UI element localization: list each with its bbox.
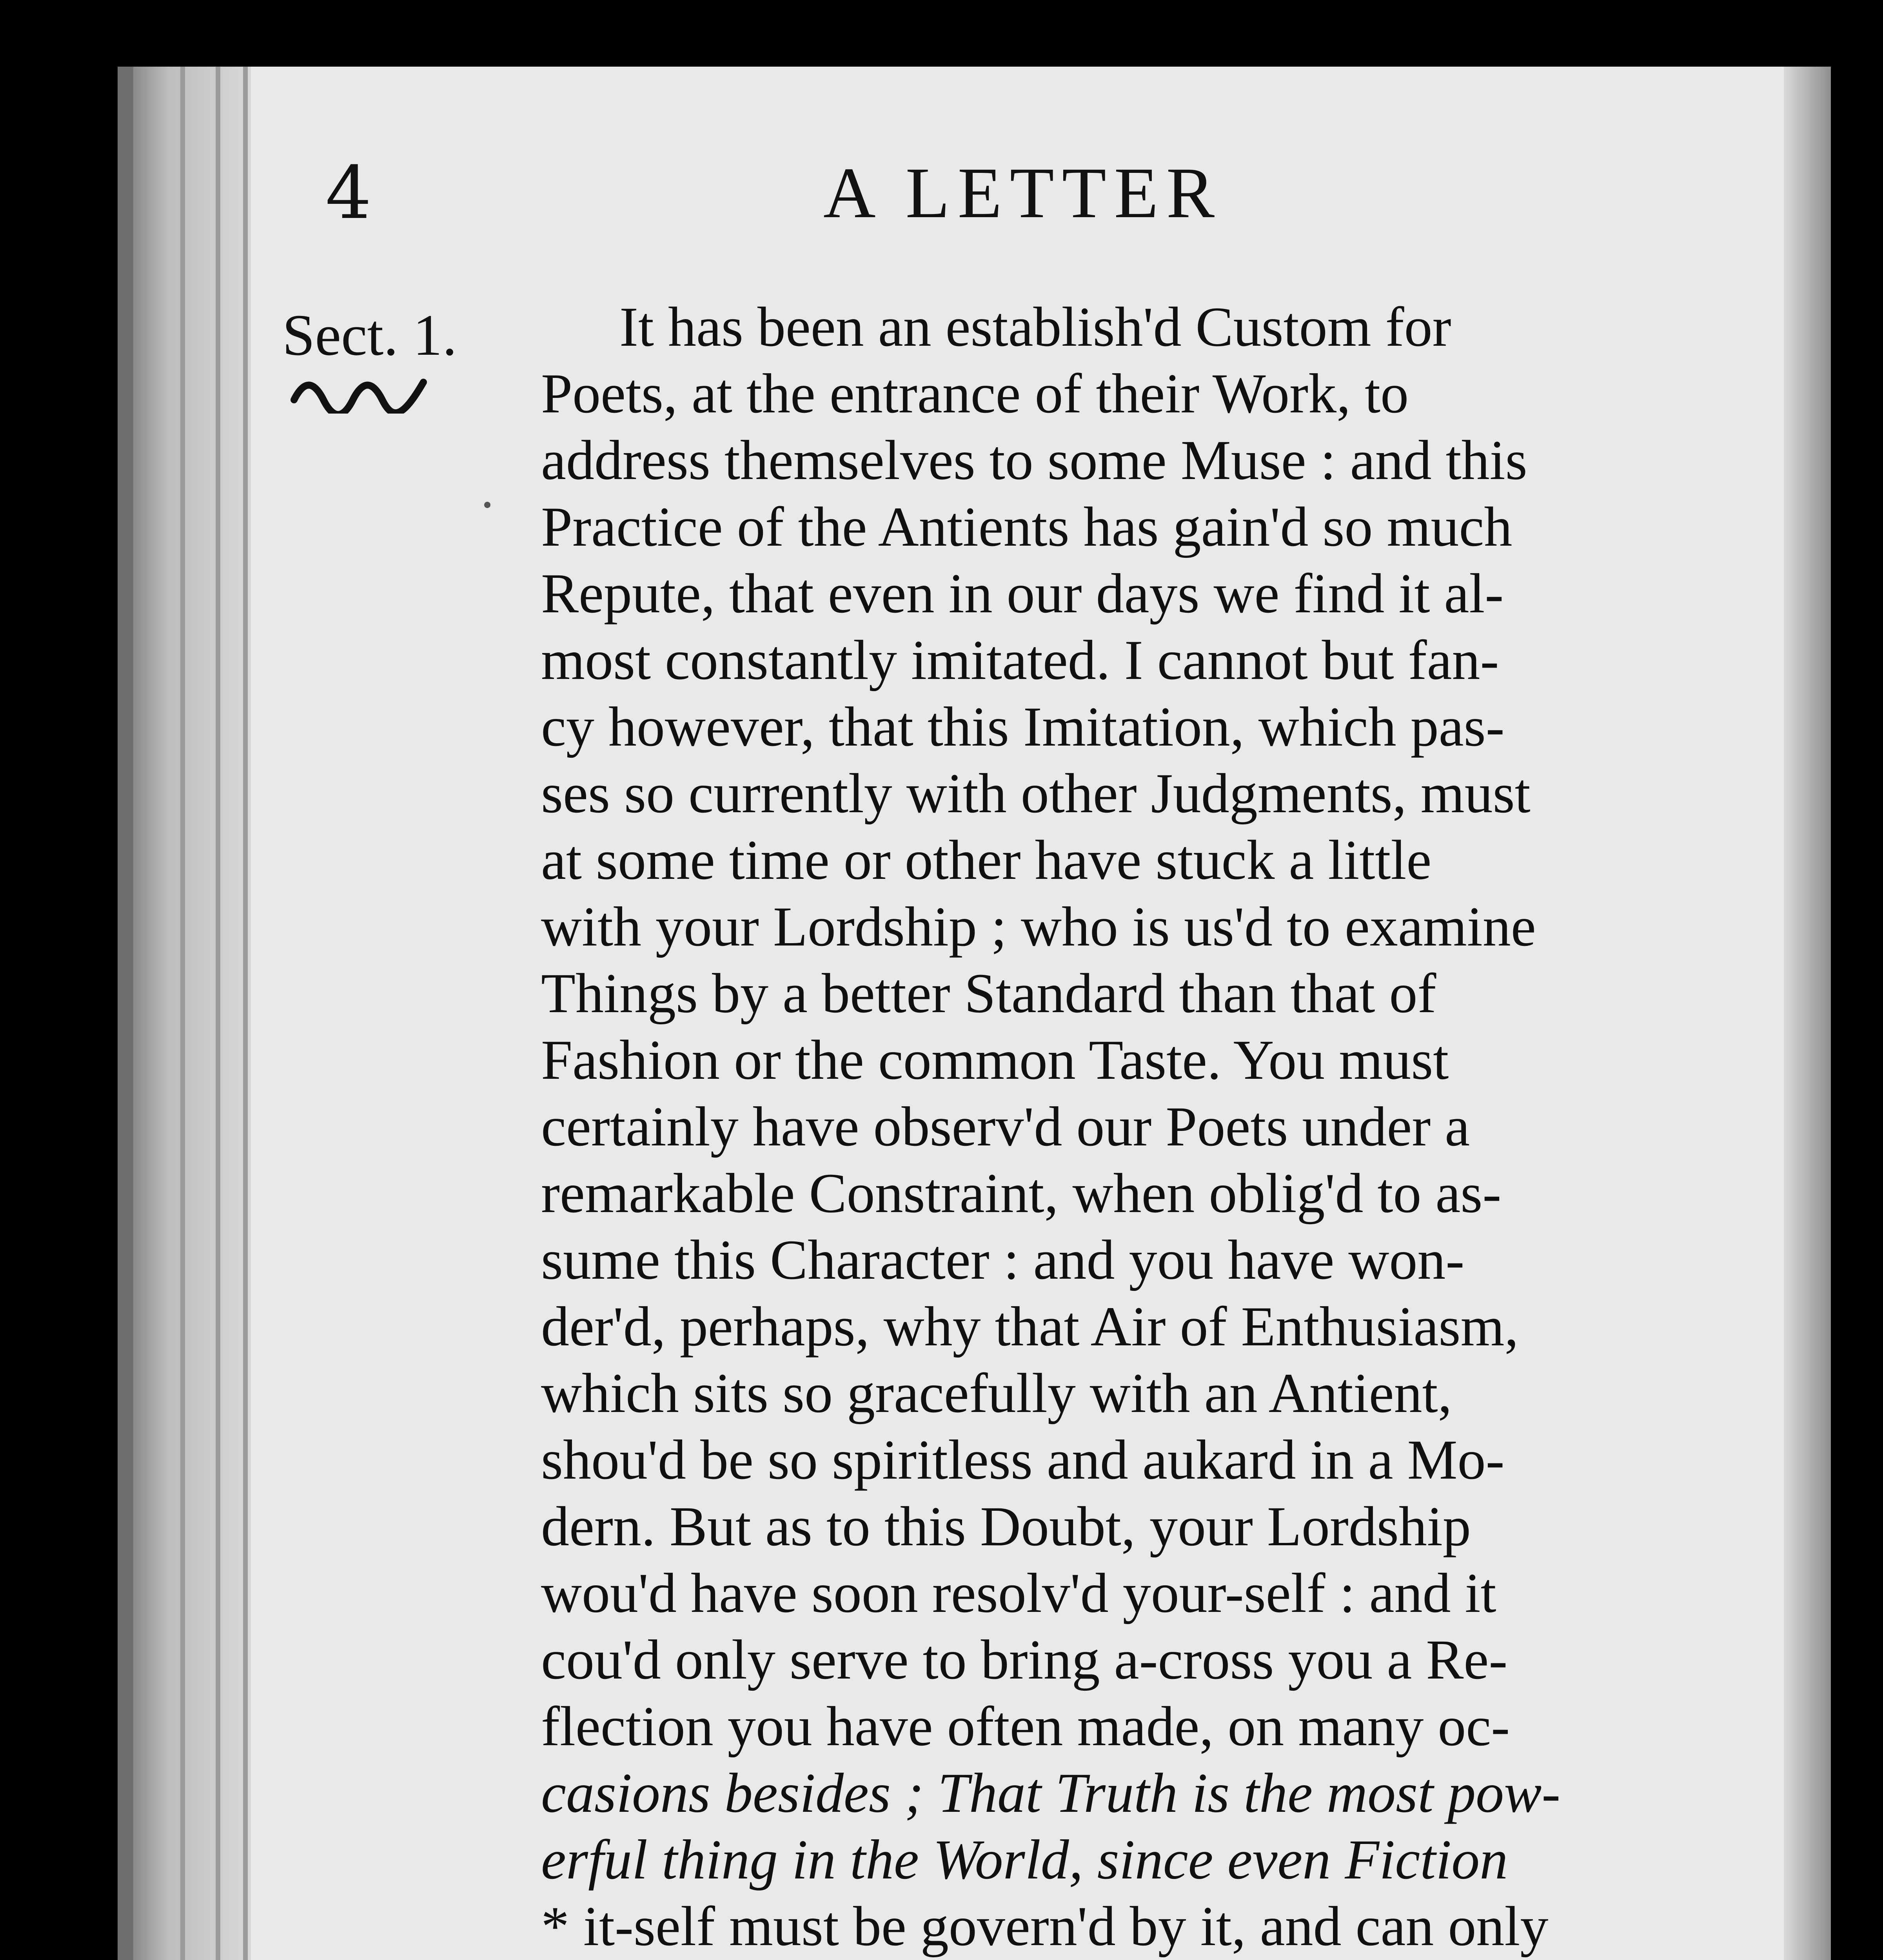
gutter-rule-3 bbox=[243, 67, 248, 1960]
section-mark: Sect. 1. bbox=[282, 303, 457, 368]
gutter-rule-2 bbox=[216, 67, 220, 1960]
gutter-rule-1 bbox=[180, 67, 185, 1960]
text-line-8: ses so currently with other Judgments, must bbox=[541, 762, 1531, 825]
page-right-edge-shadow bbox=[1784, 67, 1831, 1960]
text-line-22: flection you have often made, on many oc- bbox=[541, 1695, 1510, 1758]
text-line-11: Things by a better Standard than that of bbox=[541, 962, 1436, 1025]
text-line-19: dern. But as to this Doubt, your Lordship bbox=[541, 1495, 1471, 1558]
wave-ornament-svg bbox=[290, 367, 427, 414]
text-line-5: Repute, that even in our days we find it al- bbox=[541, 563, 1504, 625]
text-line-15: sume this Character : and you have won- bbox=[541, 1229, 1465, 1291]
text-line-13: certainly have observ'd our Poets under a bbox=[541, 1096, 1470, 1158]
text-line-1: It has been an establish'd Custom for bbox=[619, 296, 1451, 358]
text-line-14: remarkable Constraint, when oblig'd to as- bbox=[541, 1162, 1502, 1225]
ink-speck bbox=[484, 502, 490, 508]
text-line-18: shou'd be so spiritless and aukard in a Mo- bbox=[541, 1429, 1505, 1491]
text-line-4: Practice of the Antients has gain'd so much bbox=[541, 496, 1513, 558]
text-line-25: * it-self must be govern'd by it, and can only bbox=[541, 1895, 1549, 1958]
text-line-21: cou'd only serve to bring a-cross you a Re- bbox=[541, 1629, 1508, 1691]
text-line-23: casions besides ; That Truth is the most pow- bbox=[541, 1762, 1561, 1824]
text-line-9: at some time or other have stuck a little bbox=[541, 829, 1432, 891]
text-line-20: wou'd have soon resolv'd your-self : and it bbox=[541, 1562, 1496, 1624]
text-line-6: most constantly imitated. I cannot but fan- bbox=[541, 629, 1499, 691]
main-text bbox=[541, 294, 1776, 1960]
page-gutter bbox=[133, 67, 251, 1960]
running-head: A LETTER bbox=[823, 153, 1223, 233]
text-line-3: address themselves to some Muse : and this bbox=[541, 429, 1527, 492]
text-line-10: with your Lordship ; who is us'd to examine bbox=[541, 896, 1536, 958]
text-line-17: which sits so gracefully with an Antient, bbox=[541, 1362, 1452, 1425]
text-line-24: erful thing in the World, since even Fiction bbox=[541, 1829, 1508, 1891]
text-line-12: Fashion or the common Taste. You must bbox=[541, 1029, 1449, 1091]
text-line-16: der'd, perhaps, why that Air of Enthusiasm, bbox=[541, 1296, 1519, 1358]
text-line-2: Poets, at the entrance of their Work, to bbox=[541, 363, 1409, 425]
text-line-7: cy however, that this Imitation, which pas- bbox=[541, 696, 1505, 758]
page-number: 4 bbox=[325, 151, 372, 235]
wave-ornament-icon bbox=[290, 361, 427, 419]
